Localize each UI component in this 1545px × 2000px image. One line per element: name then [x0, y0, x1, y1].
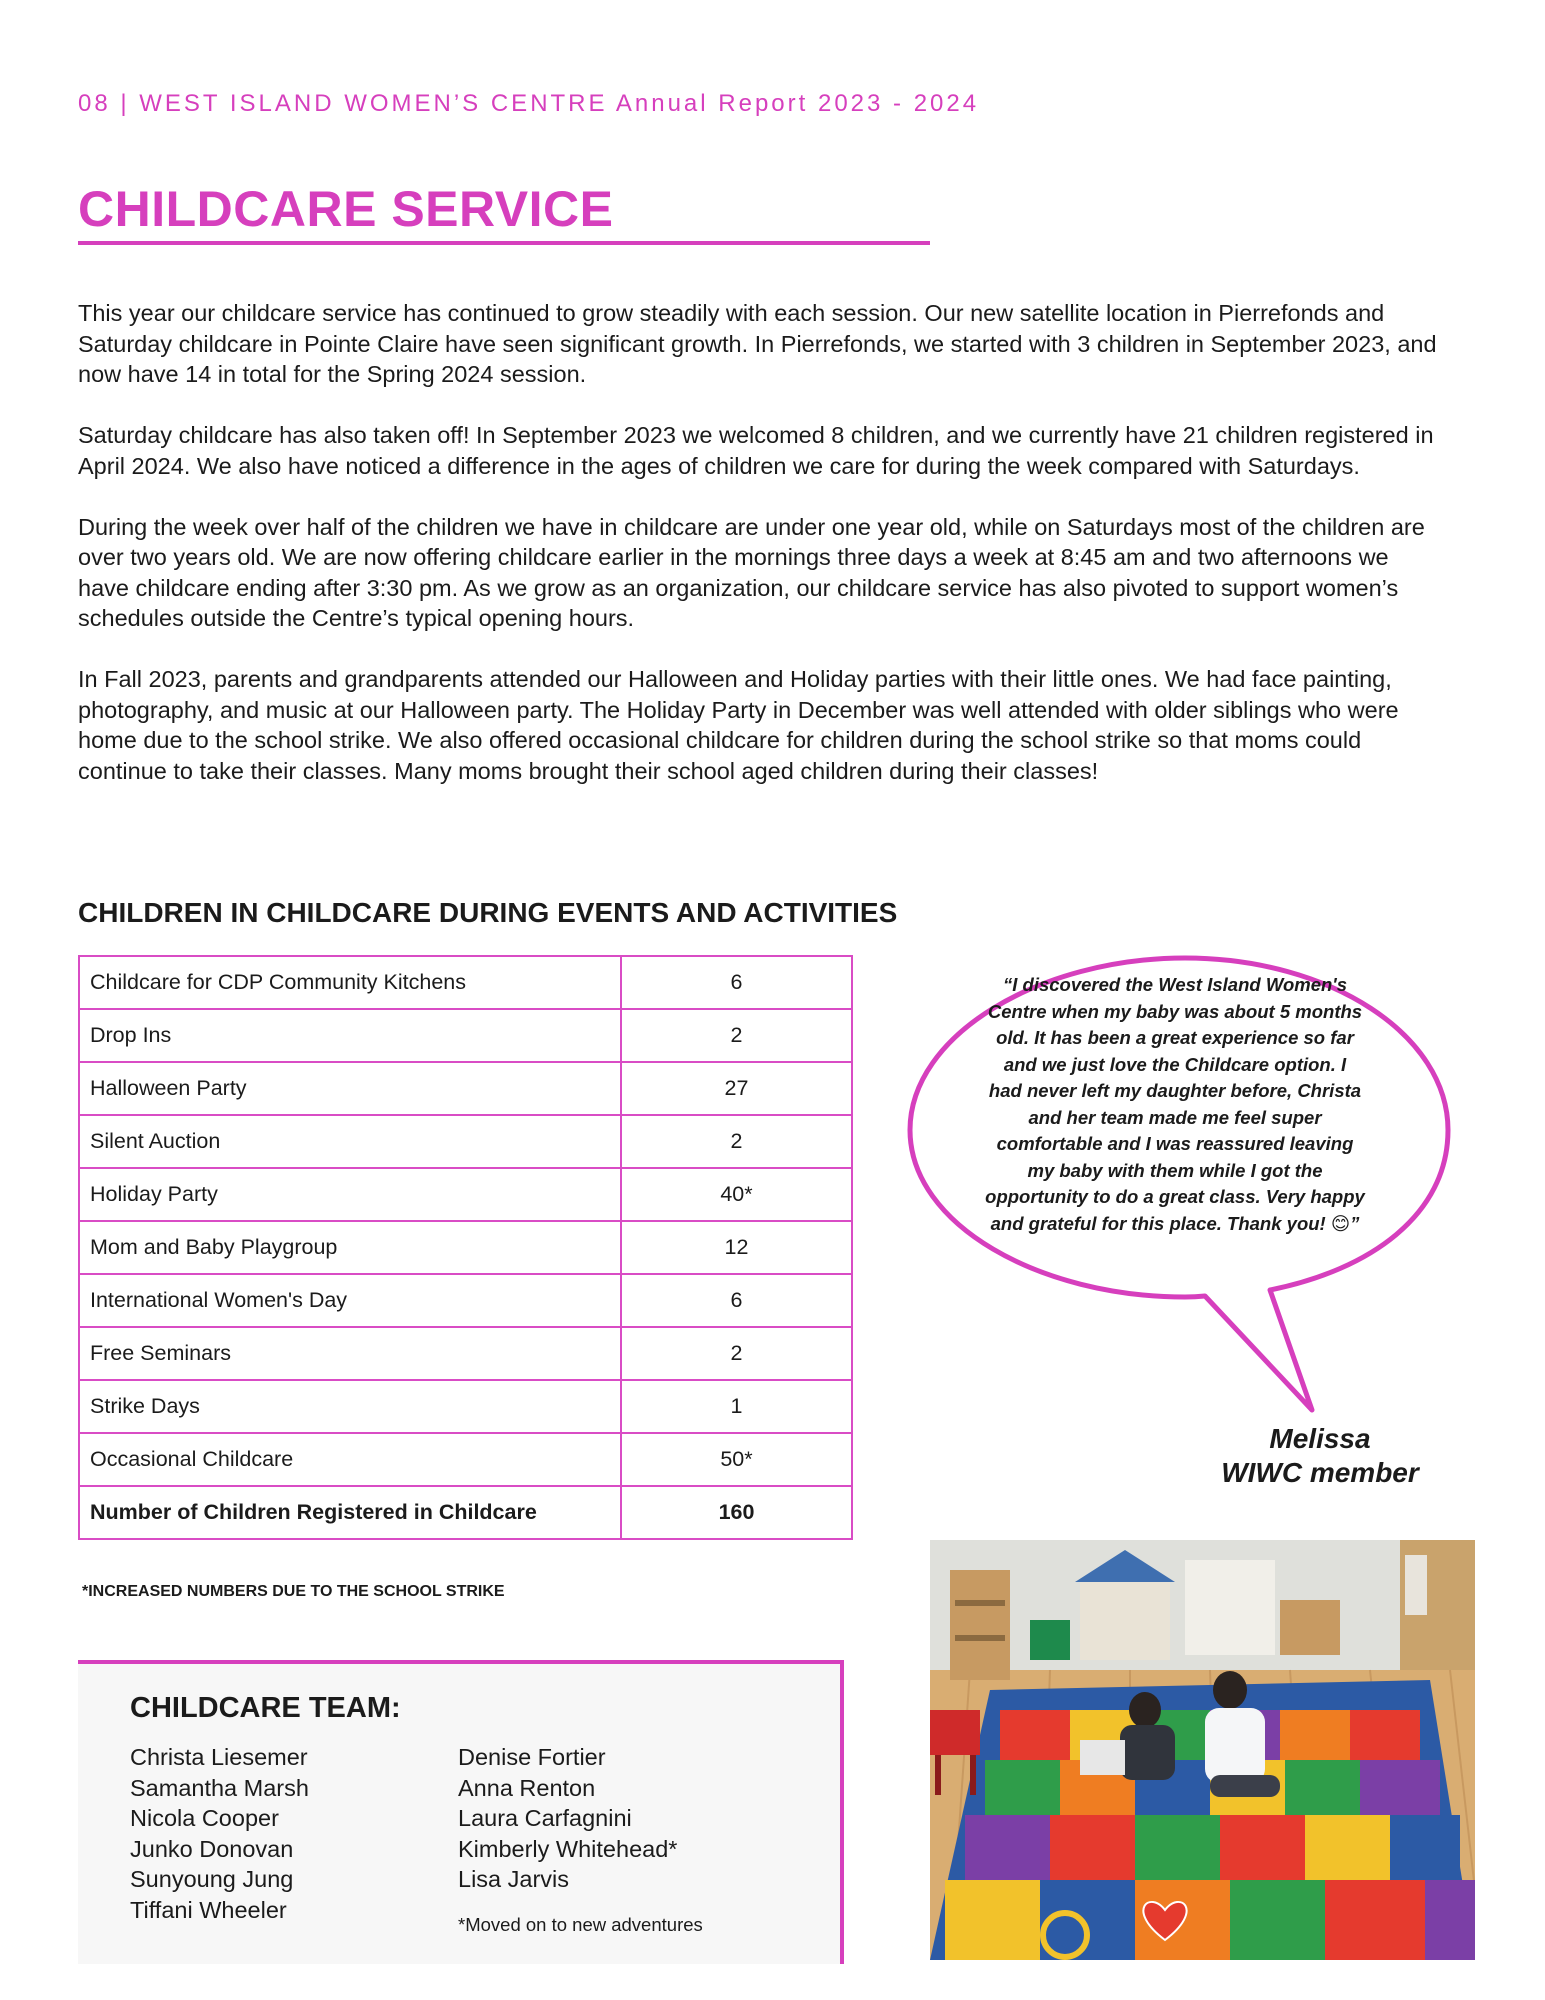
team-title: CHILDCARE TEAM: [130, 1692, 401, 1724]
team-member: Sunyoung Jung [130, 1866, 294, 1892]
team-member: Christa Liesemer [130, 1744, 308, 1770]
table-footnote: *INCREASED NUMBERS DUE TO THE SCHOOL STRIKE [82, 1583, 505, 1600]
team-member: Samantha Marsh [130, 1774, 309, 1801]
row-value: 40* [621, 1168, 852, 1221]
row-value: 6 [621, 1274, 852, 1327]
table-row [79, 1221, 852, 1274]
childcare-team-box [78, 1660, 844, 1964]
table-row [79, 1115, 852, 1168]
row-label: Halloween Party [79, 1062, 621, 1115]
row-label: Strike Days [79, 1380, 621, 1433]
row-label: International Women's Day [79, 1274, 621, 1327]
row-value: 27 [621, 1062, 852, 1115]
paragraph: In Fall 2023, parents and grandparents attended our Halloween and Holiday parties with their little ones. We had face painting, photography, and music at our Halloween party. The Holiday Party in December was well attended with older siblings who were home due to the school strike. We also offered occasional childcare for children during the school strike so that moms could continue to take their classes. Many moms brought their school aged children during their classes! [78, 666, 1399, 784]
table-row [79, 1380, 852, 1433]
row-value: 50* [621, 1433, 852, 1486]
paragraph: During the week over half of the children we have in childcare are under one year old, while on Saturdays most of the children are over two years old. We are now offering childcare earlier in the mornings three days a week at 8:45 am and two afternoons we have childcare ending after 3:30 pm. As we grow as an organization, our childcare service has also pivoted to support women’s schedules outside the Centre’s typical opening hours. [78, 513, 1425, 631]
row-value: 2 [621, 1327, 852, 1380]
table-row [79, 1062, 852, 1115]
team-member: Junko Donovan [130, 1835, 294, 1862]
row-label: Holiday Party [79, 1168, 621, 1221]
team-member: Anna Renton [458, 1774, 596, 1801]
team-member: Tiffani Wheeler [130, 1896, 287, 1923]
team-footnote: *Moved on to new adventures [458, 1914, 703, 1935]
testimonial-quote: “I discovered the West Island Women's Centre when my baby was about 5 months old. It has been a great experience so far and we just love the Childcare option. I had never left my daughter before, Christa and her team made me feel super comfortable and I was reassured leaving my baby with them while I got the opportunity to do a great class. Very happy and grateful for this place. Thank you! 😊” [985, 974, 1365, 1234]
paragraph: This year our childcare service has continued to grow steadily with each session. Our new satellite location in Pierrefonds and Saturday childcare in Pointe Claire have seen significant growth. In Pierrefonds, we started with 3 children in September 2023, and now have 14 in total for the Spring 2024 session. [78, 300, 1437, 387]
team-member: Kimberly Whitehead* [458, 1835, 678, 1862]
row-label: Occasional Childcare [79, 1433, 621, 1486]
testimonial-attribution [1190, 1422, 1450, 1490]
page-title: CHILDCARE SERVICE [78, 181, 614, 237]
table-row [79, 956, 852, 1009]
events-table [78, 955, 853, 1540]
paragraph: Saturday childcare has also taken off! In September 2023 we welcomed 8 children, and we currently have 21 children registered in April 2024. We also have noticed a difference in the ages of children we care for during the week compared with Saturdays. [78, 422, 1434, 479]
testimonial-name: Melissa [1269, 1423, 1371, 1454]
row-label: Mom and Baby Playgroup [79, 1221, 621, 1274]
team-member: Denise Fortier [458, 1744, 606, 1770]
team-member: Nicola Cooper [130, 1805, 279, 1831]
events-table-heading: CHILDREN IN CHILDCARE DURING EVENTS AND ACTIVITIES [78, 897, 898, 928]
team-member: Laura Carfagnini [458, 1805, 632, 1831]
row-value: 6 [621, 956, 852, 1009]
row-value: 2 [621, 1009, 852, 1062]
testimonial-role: WIWC member [1221, 1457, 1419, 1488]
row-value: 12 [621, 1221, 852, 1274]
team-list-right [458, 1742, 677, 1895]
row-label: Drop Ins [79, 1009, 621, 1062]
row-value: 2 [621, 1115, 852, 1168]
table-row [79, 1327, 852, 1380]
row-label: Free Seminars [79, 1327, 621, 1380]
childcare-room-photo [930, 1540, 1475, 1960]
team-member: Lisa Jarvis [458, 1866, 570, 1892]
team-list-left [130, 1742, 309, 1925]
table-row [79, 1009, 852, 1062]
table-row [79, 1433, 852, 1486]
row-label: Childcare for CDP Community Kitchens [79, 956, 621, 1009]
title-underline [78, 241, 930, 245]
total-value: 160 [621, 1486, 852, 1539]
row-value: 1 [621, 1380, 852, 1433]
intro-text [78, 298, 1438, 817]
total-label: Number of Children Registered in Childcare [79, 1486, 621, 1539]
table-row [79, 1168, 852, 1221]
total-row [79, 1486, 852, 1539]
row-label: Silent Auction [79, 1115, 621, 1168]
table-row [79, 1274, 852, 1327]
report-header: 08 | WEST ISLAND WOMEN’S CENTRE Annual Report 2023 - 2024 [78, 90, 980, 117]
